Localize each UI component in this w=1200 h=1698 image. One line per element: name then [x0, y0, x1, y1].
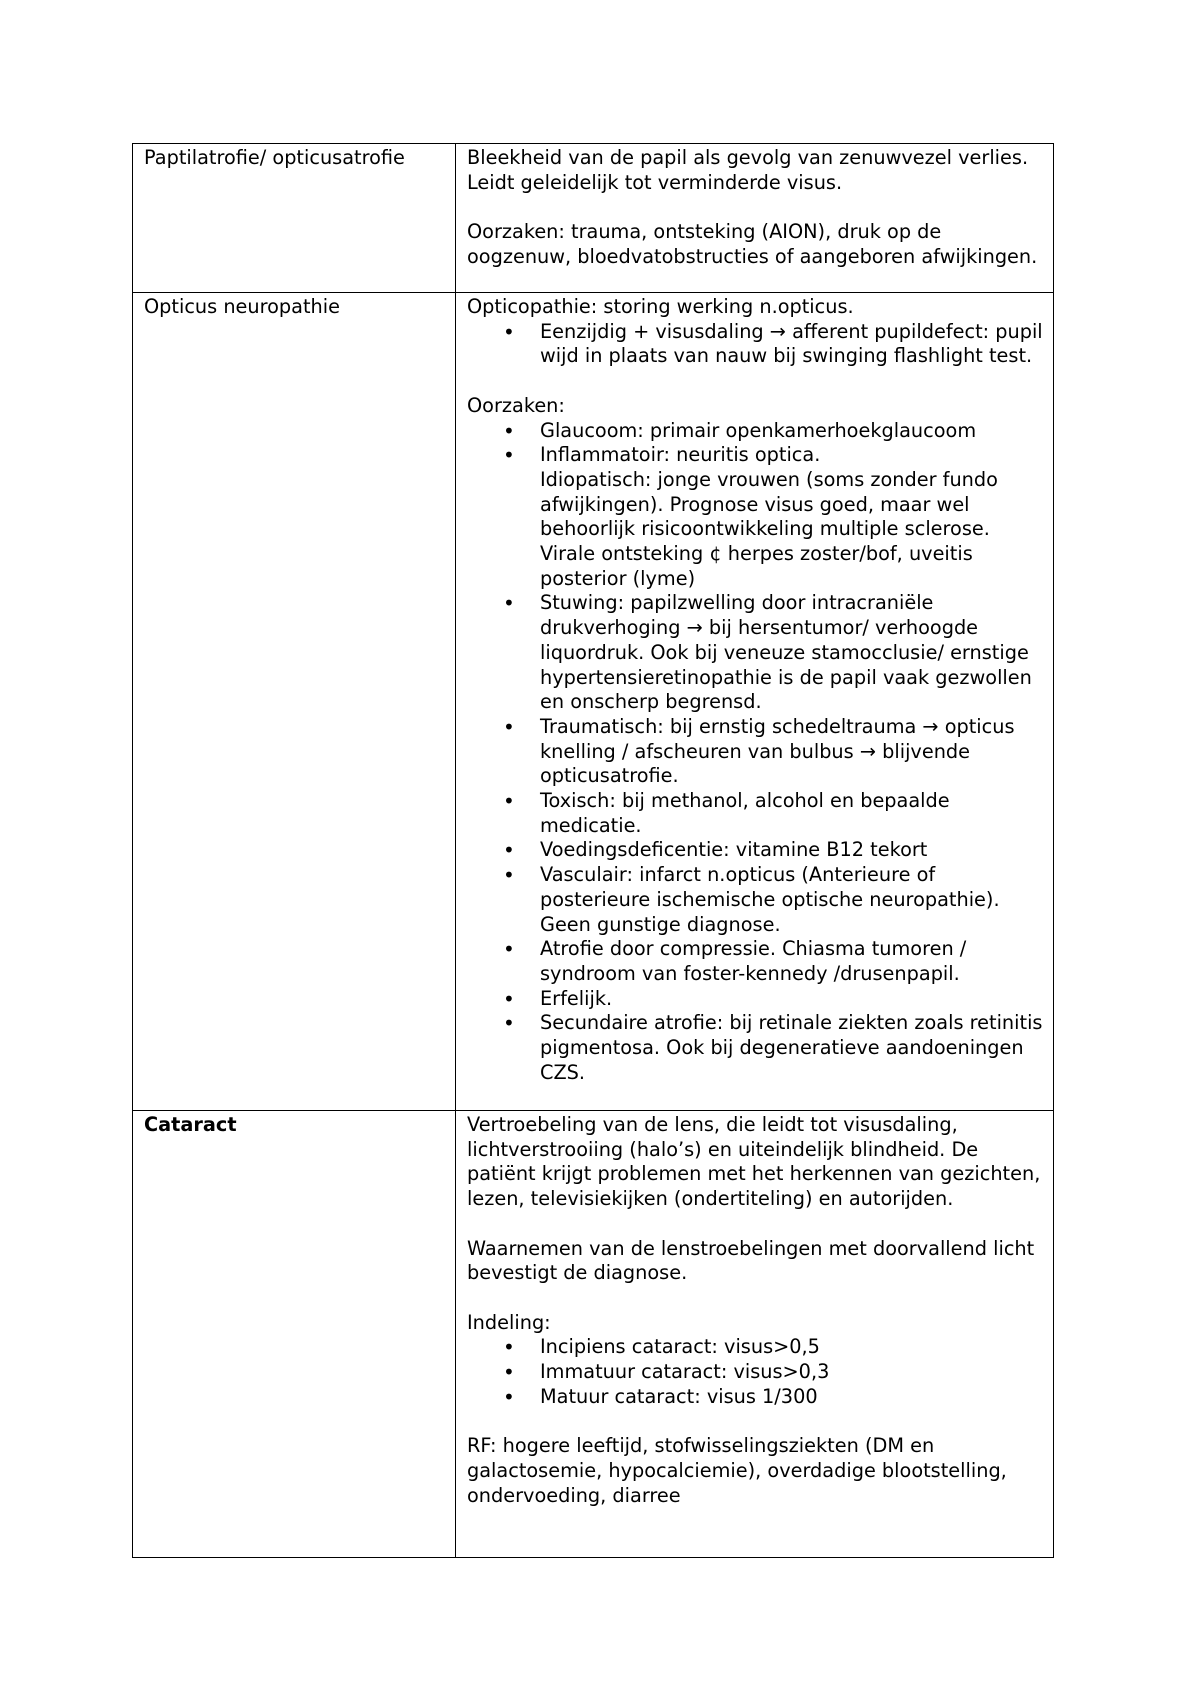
- bullet-icon: [503, 591, 515, 617]
- classification-heading: Indeling:: [467, 1310, 551, 1334]
- term-cell: [133, 1111, 456, 1558]
- bullet-icon: [503, 937, 515, 963]
- list-item: • Glaucoom: primair openkamerhoekglaucoom: [467, 419, 1043, 444]
- bullet-icon: [503, 443, 515, 469]
- term-label: Opticus neuropathie: [144, 295, 340, 318]
- term-label: Paptilatrofie/ opticusatrofie: [144, 146, 405, 169]
- list-item: • Stuwing: papilzwelling door intracraniële drukverhoging → bij hersentumor/ verhoogde liquordruk. Ook bij veneuze stamocclusie/ ernstige hypertensieretinopathie is de papil vaak gezwollen en onscherp begrensd.: [467, 591, 1043, 715]
- bullet-icon: [503, 863, 515, 889]
- notes-table: [132, 143, 1054, 1558]
- bullet-icon: [503, 715, 515, 741]
- list-item: • Voedingsdeficentie: vitamine B12 tekort: [467, 838, 1043, 863]
- table-row: [133, 293, 1054, 1111]
- term-cell: [133, 293, 456, 1111]
- list-item: • Immatuur cataract: visus>0,3: [467, 1360, 1043, 1385]
- bullet-icon: [503, 1360, 515, 1386]
- diagnosis-text: Waarnemen van de lenstroebelingen met doorvallend licht bevestigt de diagnose.: [467, 1236, 1035, 1285]
- list-item: • Matuur cataract: visus 1/300: [467, 1385, 1043, 1410]
- causes-text: Oorzaken: trauma, ontsteking (AION), druk op de oogzenuw, bloedvatobstructies of aangeboren afwijkingen.: [467, 220, 1038, 268]
- description-cell: [456, 144, 1054, 293]
- bullet-icon: [503, 320, 515, 346]
- term-label: Cataract: [144, 1113, 237, 1136]
- causes-list: [467, 419, 1043, 1086]
- table-row: [133, 1111, 1054, 1558]
- list-item: • Toxisch: bij methanol, alcohol en bepaalde medicatie.: [467, 789, 1043, 838]
- causes-heading: Oorzaken:: [467, 393, 565, 417]
- list-item: • Atrofie door compressie. Chiasma tumoren / syndroom van foster-kennedy /drusenpapil.: [467, 937, 1043, 986]
- classification-list: [467, 1335, 1043, 1409]
- description-text: Bleekheid van de papil als gevolg van zenuwvezel verlies. Leidt geleidelijk tot verminderde visus.: [467, 146, 1029, 194]
- risk-factors-text: RF: hogere leeftijd, stofwisselingsziekten (DM en galactosemie, hypocalciemie), overdadige blootstelling, ondervoeding, diarree: [467, 1434, 1007, 1507]
- inflammatory-detail: Idiopatisch: jonge vrouwen (soms zonder fundo afwijkingen). Prognose visus goed, maar wel behoorlijk risicoontwikkeling multiple sclerose. Virale ontsteking ¢ herpes zoster/bof, uveitis posterior (lyme): [540, 467, 998, 590]
- list-item: • Vasculair: infarct n.opticus (Anterieure of posterieure ischemische optische neuropathie). Geen gunstige diagnose.: [467, 863, 1043, 937]
- bullet-icon: [503, 1335, 515, 1361]
- bullet-icon: [503, 838, 515, 864]
- bullet-icon: [503, 419, 515, 445]
- bullet-icon: [503, 987, 515, 1013]
- definition-list: [467, 320, 1043, 369]
- definition-text: Opticopathie: storing werking n.opticus.: [467, 295, 854, 318]
- list-item: • Eenzijdig + visusdaling → afferent pupildefect: pupil wijd in plaats van nauw bij swinging flashlight test.: [467, 320, 1043, 369]
- list-item: • Secundaire atrofie: bij retinale ziekten zoals retinitis pigmentosa. Ook bij degeneratieve aandoeningen CZS.: [467, 1011, 1043, 1085]
- bullet-icon: [503, 1011, 515, 1037]
- table-row: [133, 144, 1054, 293]
- list-item: • Inflammatoir: neuritis optica. Idiopatisch: jonge vrouwen (soms zonder fundo afwijkingen). Prognose visus goed, maar wel behoorlijk risicoontwikkeling multiple sclerose. Virale ontsteking ¢ herpes zoster/bof, uveitis posterior (lyme): [467, 443, 1043, 591]
- description-text: Vertroebeling van de lens, die leidt tot visusdaling, lichtverstrooiing (halo’s) en uiteindelijk blindheid. De patiënt krijgt problemen met het herkennen van gezichten, lezen, televisiekijken (ondertiteling) en autorijden.: [467, 1113, 1041, 1211]
- bullet-icon: [503, 789, 515, 815]
- list-item: • Incipiens cataract: visus>0,5: [467, 1335, 1043, 1360]
- description-cell: [456, 1111, 1054, 1558]
- description-cell: [456, 293, 1054, 1111]
- term-cell: [133, 144, 456, 293]
- list-item: • Traumatisch: bij ernstig schedeltrauma → opticus knelling / afscheuren van bulbus → blijvende opticusatrofie.: [467, 715, 1043, 789]
- list-item: • Erfelijk.: [467, 987, 1043, 1012]
- bullet-icon: [503, 1385, 515, 1411]
